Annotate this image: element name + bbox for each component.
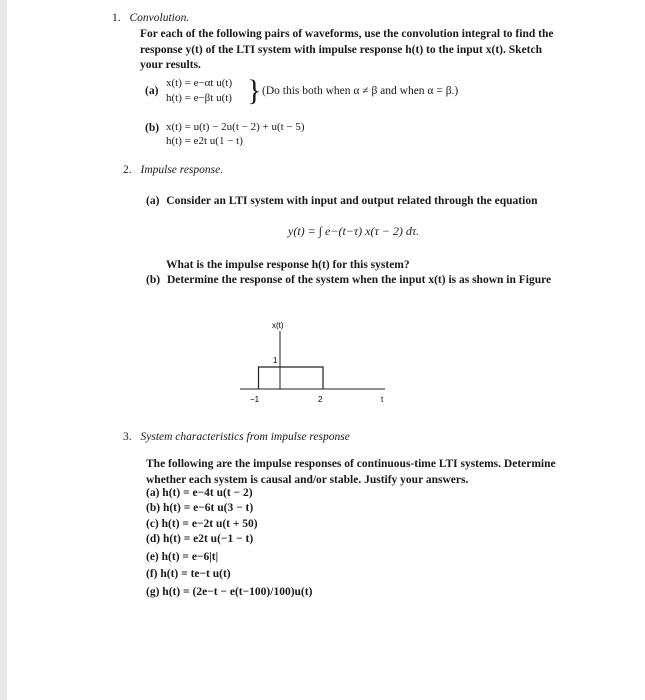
problem-2a-body: Consider an LTI system with input and output related through the equation	[166, 195, 538, 207]
problem-3-intro	[146, 457, 556, 488]
problem-1-title: Convolution.	[129, 12, 190, 24]
problem-1a-x: x(t) = e−αt u(t)	[166, 77, 233, 89]
item-expr: h(t) = e−6|t|	[161, 551, 219, 564]
figure-tick-neg1: −1	[250, 395, 260, 404]
figure-tick-1: 1	[273, 356, 278, 365]
problem-1-intro-line: response y(t) of the LTI system with impulse response h(t) to the input x(t). Sketch	[140, 43, 542, 56]
list-item	[146, 501, 312, 516]
problem-2-title: Impulse response.	[140, 164, 224, 176]
problem-1-intro-line: your results.	[140, 59, 201, 71]
item-expr: h(t) = e−6t u(3 − t)	[162, 502, 254, 515]
problem-2b-label: (b)	[146, 274, 161, 286]
list-item	[146, 486, 312, 501]
list-item	[146, 550, 312, 565]
problem-1-intro-line: For each of the following pairs of waveforms, use the convolution integral to find the	[140, 28, 554, 40]
problem-1b-x: x(t) = u(t) − 2u(t − 2) + u(t − 5)	[166, 121, 305, 133]
problem-3-number: 3.	[123, 431, 132, 443]
problem-1a-note: (Do this both when α ≠ β and when α = β.)	[262, 85, 459, 97]
problem-3-intro-line: The following are the impulse responses of continuous-time LTI systems. Determine	[146, 458, 556, 470]
figure-tick-2: 2	[318, 395, 323, 404]
item-label: (a)	[146, 487, 160, 499]
problem-2a-label: (a)	[146, 195, 160, 207]
item-label: (d)	[146, 532, 161, 545]
list-item	[146, 517, 312, 532]
problem-1a-label: (a)	[145, 85, 159, 97]
list-item	[146, 585, 312, 600]
figure-pulse	[259, 367, 324, 389]
problem-3-intro-line: whether each system is causal and/or stable. Justify your answers.	[146, 473, 469, 486]
item-label: (c)	[146, 517, 159, 530]
item-label: (e)	[146, 551, 159, 564]
figure-x-label: t	[381, 395, 384, 404]
item-expr: h(t) = e−4t u(t − 2)	[162, 487, 253, 499]
list-item	[146, 532, 312, 547]
item-expr: h(t) = (2e−t − e(t−100)/100)u(t)	[162, 585, 313, 598]
item-label: (f)	[146, 568, 158, 581]
item-label: (g)	[146, 585, 160, 598]
right-brace-icon: }	[247, 74, 262, 107]
item-expr: h(t) = e−2t u(t + 50)	[161, 517, 258, 530]
problem-2-number: 2.	[123, 164, 132, 176]
figure-y-label: x(t)	[272, 321, 284, 330]
problem-1b-h: h(t) = e2t u(1 − t)	[166, 135, 243, 147]
problem-3-title: System characteristics from impulse response	[140, 431, 350, 443]
problem-2-question: What is the impulse response h(t) for this system?	[166, 259, 410, 271]
item-expr: h(t) = te−t u(t)	[160, 568, 231, 581]
list-item	[146, 567, 312, 582]
item-expr: h(t) = e2t u(−1 − t)	[162, 532, 254, 545]
problem-2b-body: Determine the response of the system when the input x(t) is as shown in Figure	[166, 274, 552, 286]
item-label: (b)	[146, 502, 161, 515]
problem-3-items	[146, 486, 312, 600]
problem-1b-label: (b)	[145, 122, 160, 134]
problem-1a-h: h(t) = e−βt u(t)	[166, 92, 232, 104]
problem-3-heading	[123, 430, 350, 445]
problem-1-number: 1.	[112, 12, 121, 24]
problem-2-equation: y(t) = ∫ e−(t−τ) x(τ − 2) dτ.	[288, 224, 420, 238]
